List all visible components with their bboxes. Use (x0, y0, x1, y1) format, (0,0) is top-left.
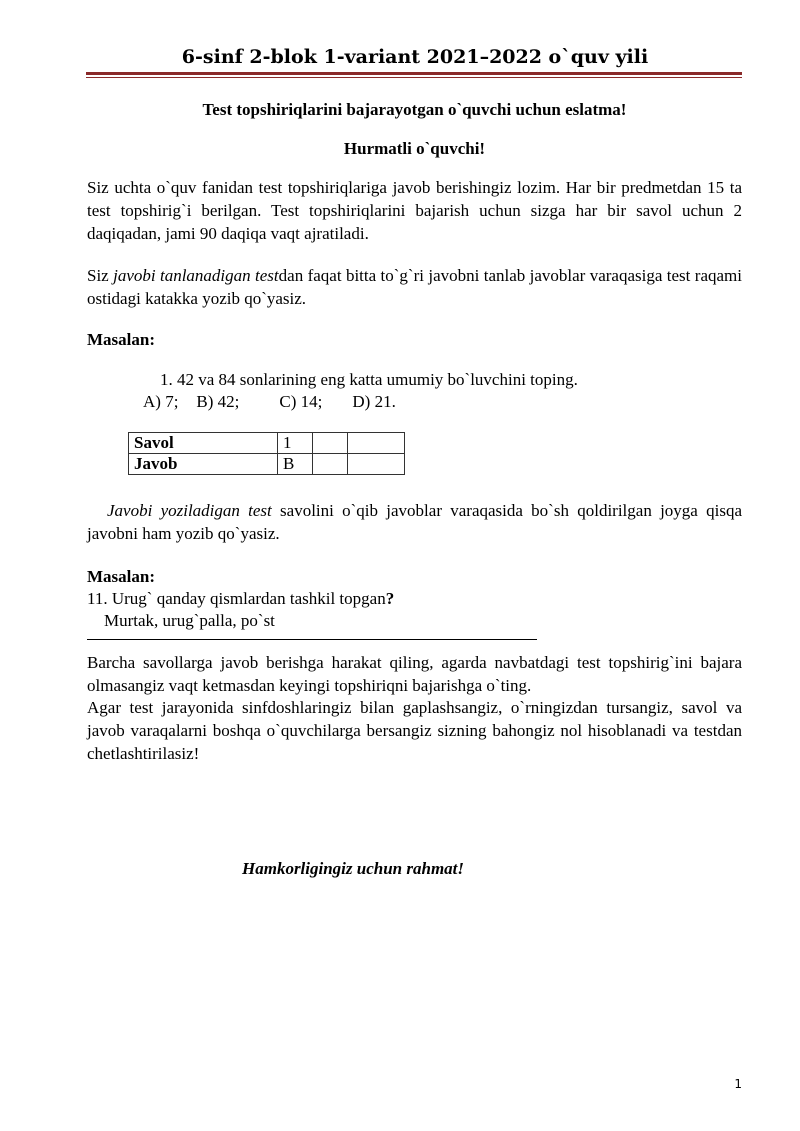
option-b: B) 42; (196, 392, 240, 411)
table-cell-empty (313, 433, 348, 454)
answer-table (128, 432, 405, 475)
table-row (129, 454, 405, 475)
open-answer-text: savolini o`qib javoblar varaqasida bo`sh qoldirilgan joyga qisqa javobni ham yozib qo`yasiz. (87, 501, 742, 543)
choice-test-paragraph (87, 264, 742, 310)
thanks-text: Hamkorligingiz uchun rahmat! (242, 859, 465, 878)
choice-suffix: dan faqat bitta to`g`ri javobni tanlab javoblar varaqasiga test raqami ostidagi katakka yozib qo`yasiz. (87, 266, 742, 308)
header-rule-thin (86, 77, 742, 78)
example1-label: Masalan: (87, 330, 155, 349)
table-cell-savol-value: 1 (278, 433, 313, 454)
header-rule-thick (86, 72, 742, 75)
open-answer-paragraph (87, 499, 742, 545)
example2-question-mark: ? (385, 589, 395, 608)
table-cell-empty (348, 433, 405, 454)
greeting: Hurmatli o`quvchi! (343, 139, 486, 158)
open-answer-term: Javobi yoziladigan test (107, 501, 272, 520)
choice-prefix: Siz (87, 266, 114, 285)
page-number: 1 (734, 1077, 742, 1091)
notice-title: Test topshiriqlarini bajarayotgan o`quvchi uchun eslatma! (202, 100, 627, 119)
example1-options (143, 390, 543, 413)
choice-test-term: javobi tanlanadigan test (113, 266, 279, 285)
example2-answer: Murtak, urug`palla, po`st (104, 611, 275, 630)
table-cell-savol-label: Savol (129, 433, 278, 454)
intro-paragraph: Siz uchta o`quv fanidan test topshiriqlariga javob berishingiz lozim. Har bir predmetdan 15 ta test topshirig`i berilgan. Test topshiriqlarini bajarish uchun sizga har bir savol uchun 2 daqiqadan, jami 90 daqiqa vaqt ajratiladi. (87, 178, 742, 243)
example2-label: Masalan: (87, 567, 155, 586)
example1-question: 1. 42 va 84 sonlarining eng katta umumiy bo`luvchini toping. (160, 370, 578, 389)
table-cell-javob-value: B (278, 454, 313, 475)
page-header-title: 6-sinf 2-blok 1-variant 2021–2022 o`quv yili (181, 46, 649, 68)
option-a: A) 7; (143, 392, 179, 411)
example2-question (87, 587, 742, 610)
table-cell-empty (348, 454, 405, 475)
option-c: C) 14; (279, 392, 323, 411)
option-d: D) 21. (352, 392, 396, 411)
answer-underline (87, 639, 537, 640)
closing-paragraph-1: Barcha savollarga javob berishga harakat qiling, agarda navbatdagi test topshirig`ini bajara olmasangiz vaqt ketmasdan keyingi topshiriqni bajarishga o`ting. (87, 653, 742, 695)
table-cell-javob-label: Javob (129, 454, 278, 475)
example2-question-text: 11. Urug` qanday qismlardan tashkil topgan (87, 589, 386, 608)
closing-paragraph-2: Agar test jarayonida sinfdoshlaringiz bilan gaplashsangiz, o`rningizdan tursangiz, savol va javob varaqalarni boshqa o`quvchilarga bersangiz sizning bahongiz nol hisoblanadi va testdan chetlashtirilasiz! (87, 698, 742, 763)
table-cell-empty (313, 454, 348, 475)
table-row (129, 433, 405, 454)
